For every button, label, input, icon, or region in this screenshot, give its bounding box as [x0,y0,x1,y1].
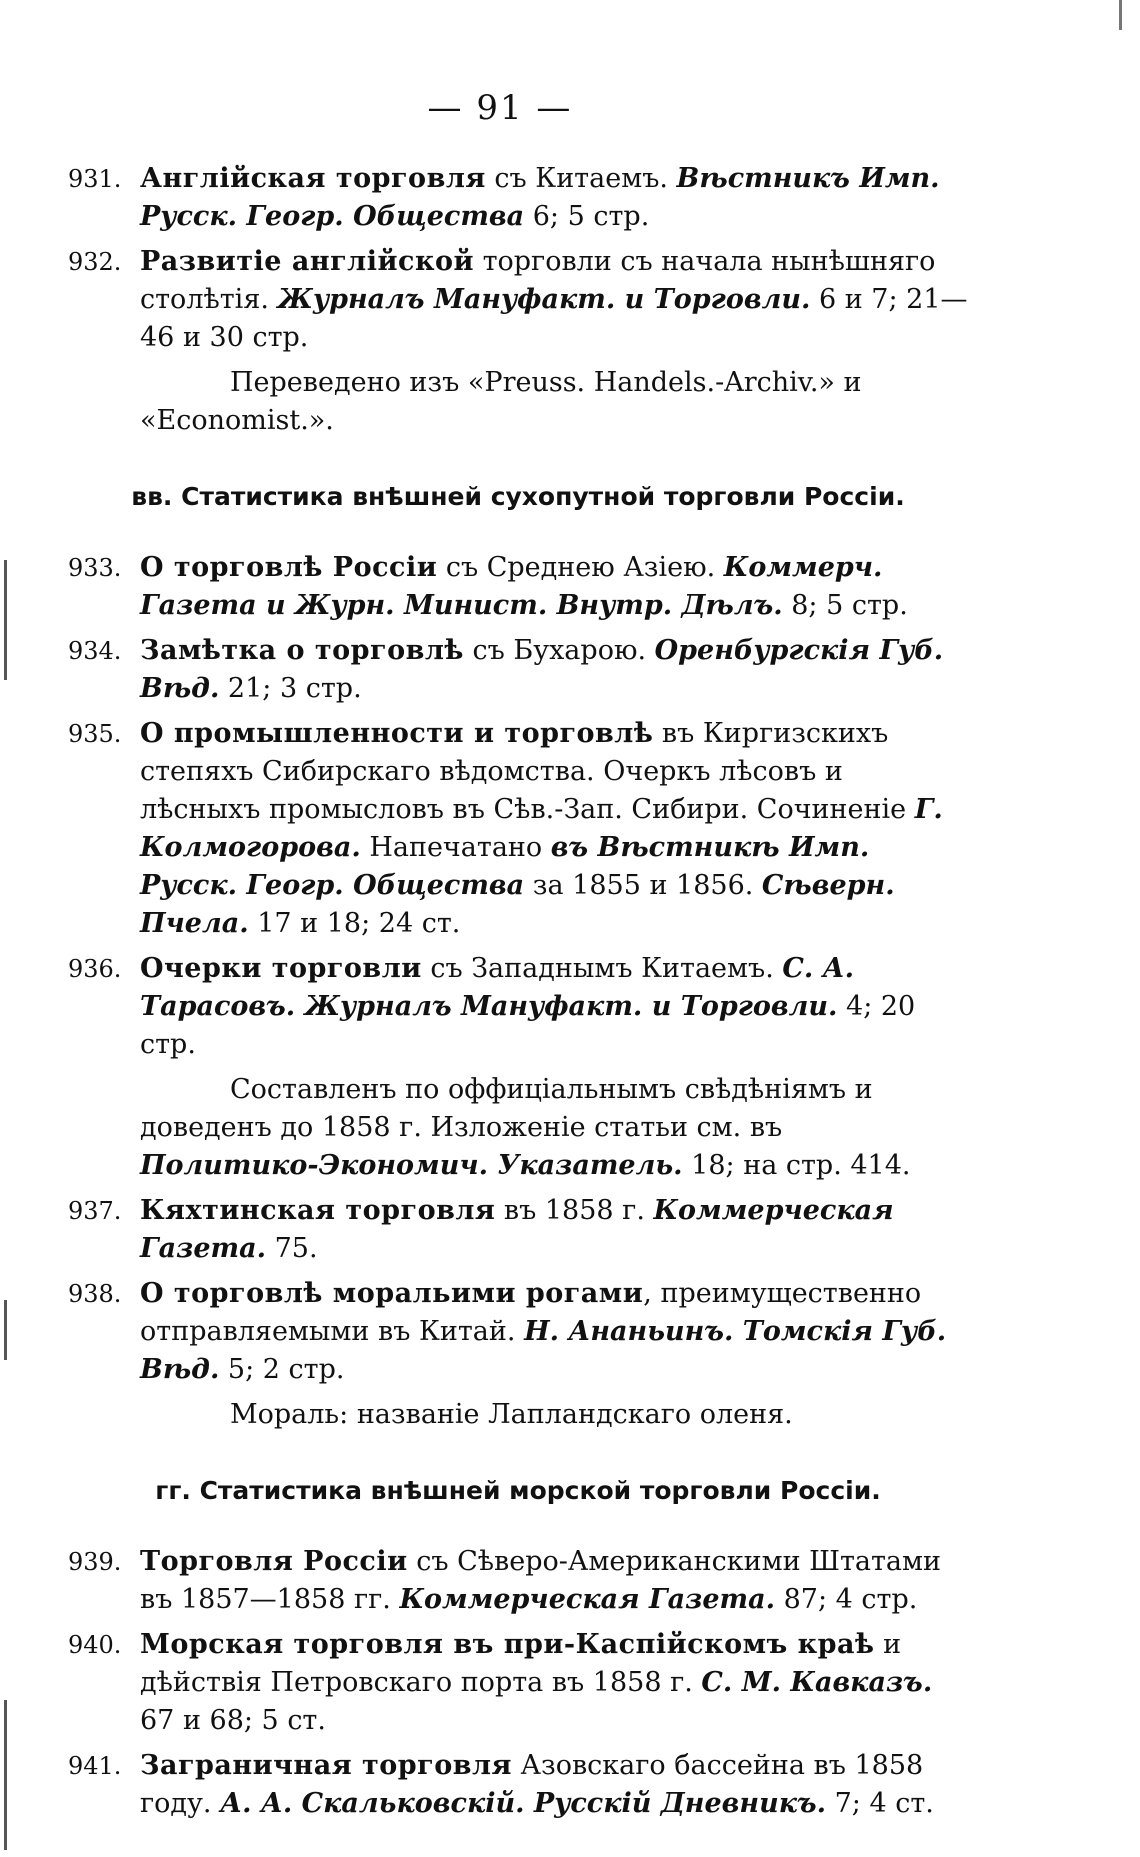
entry-note [68,1071,968,1185]
entry-text: съ Среднею Азіею. [437,552,724,583]
entry-source: Коммерческая Газета. [140,1195,894,1264]
entry-940 [68,1626,968,1740]
section-heading: гг. Статистика внѣшней морской торговли Россіи. [155,1476,881,1505]
entry-number: 934. [68,637,122,665]
entry-932 [68,243,968,357]
page-edge-mark [4,560,7,680]
entry-note: Переведено изъ «Preuss. Handels.-Archiv.» и «Economist.». [140,367,862,436]
section-heading: вв. Статистика внѣшней сухопутной торговли Россіи. [131,482,905,511]
entry-936 [68,950,968,1064]
entry-tail: 17 и 18; 24 ст. [248,908,461,939]
bibliography-content [68,160,968,1830]
entry-text: Азовскаго бассейна въ 1858 году. [140,1750,924,1819]
entry-source: Сѣверн. Пчела. [140,870,895,939]
page-edge-mark [4,1700,7,1850]
entry-source: С. М. Кавказъ. [701,1667,933,1698]
page-number: — 91 — [427,88,573,128]
entry-938 [68,1275,968,1389]
entry-title: Развитіе англійской [140,246,474,277]
entry-941 [68,1747,968,1823]
entry-title: О торговлѣ моральими рогами [140,1278,644,1309]
entry-title: Англійская торговля [140,163,486,194]
entry-931 [68,160,968,236]
entry-tail: 75. [266,1233,318,1264]
entry-tail: 6; 5 стр. [524,201,650,232]
entry-source: Оренбургскія Губ. Вѣд. [140,635,944,704]
entry-text: въ 1858 г. [495,1195,654,1226]
entry-title: Морская торговля въ при-Каспійскомъ краѣ [140,1629,875,1660]
entry-source: Коммерч. Газета и Журн. Минист. Внутр. Дѣлъ. [140,552,883,621]
entry-title: Замѣтка о торговлѣ [140,635,464,666]
entry-tail: 4; 20 стр. [140,991,916,1060]
entry-source: въ Вѣстникѣ Имп. Русск. Геогр. Общества [140,832,870,901]
entry-number: 932. [68,248,122,276]
entry-933 [68,549,968,625]
entry-text: торговли съ начала нынѣшняго столѣтія. [140,246,936,315]
note-text: Составленъ по оффиціальнымъ свѣдѣніямъ и доведенъ до 1858 г. Изложеніе статьи см. въ [140,1074,873,1143]
entry-number: 939. [68,1548,122,1576]
page-edge-mark [4,1300,7,1360]
entry-note: Мораль: названіе Лапландскаго оленя. [230,1399,793,1430]
entry-source: Вѣстникъ Имп. Русск. Геогр. Общества [140,163,940,232]
entry-937 [68,1192,968,1268]
entry-author: Г. Колмогорова. [140,794,943,863]
entry-source: А. А. Скальковскій. Русскій Дневникъ. [220,1788,827,1819]
entry-title: Кяхтинская торговля [140,1195,496,1226]
entry-text: въ Киргизскихъ степяхъ Сибирскаго вѣдомства. Очеркъ лѣсовъ и лѣсныхъ промысловъ въ Сѣв.-Зап. Сибири. Сочиненіе [140,718,915,825]
note-text: 18; на стр. 414. [682,1150,911,1181]
entry-tail: 21; 3 стр. [219,673,362,704]
entry-939 [68,1543,968,1619]
entry-text: Напечатано [360,832,551,863]
entry-tail: 67 и 68; 5 ст. [140,1705,326,1736]
entry-number: 931. [68,165,122,193]
entry-tail: 6 и 7; 21—46 и 30 стр. [140,284,968,353]
note-source: Политико-Экономич. Указатель. [140,1150,683,1181]
entry-text: , преимущественно отправляемыми въ Китай. [140,1278,922,1347]
entry-tail: 5; 2 стр. [219,1354,345,1385]
page-edge-mark [1119,0,1122,30]
entry-number: 935. [68,720,122,748]
entry-tail: 87; 4 стр. [775,1584,918,1615]
entry-number: 938. [68,1280,122,1308]
entry-number: 937. [68,1197,122,1225]
entry-title: Торговля Россіи [140,1546,408,1577]
entry-tail: 7; 4 ст. [826,1788,934,1819]
entry-number: 940. [68,1631,122,1659]
entry-text: и дѣйствія Петровскаго порта въ 1858 г. [140,1629,902,1698]
entry-text: съ Бухарою. [463,635,655,666]
entry-text: за 1855 и 1856. [524,870,762,901]
entry-source: Журналъ Мануфакт. и Торговли. [277,284,811,315]
entry-934 [68,632,968,708]
entry-text: съ Китаемъ. [485,163,677,194]
entry-text: съ Западнымъ Китаемъ. [421,953,783,984]
entry-935 [68,715,968,943]
entry-source: Коммерческая Газета. [399,1584,775,1615]
entry-text: съ Сѣверо-Американскими Штатами въ 1857—1858 гг. [140,1546,942,1615]
entry-title: О торговлѣ Россіи [140,552,438,583]
entry-number: 933. [68,554,122,582]
entry-title: О промышленности и торговлѣ [140,718,654,749]
entry-source: С. А. Тарасовъ. Журналъ Мануфакт. и Торговли. [140,953,855,1022]
entry-title: Заграничная торговля [140,1750,512,1781]
entry-tail: 8; 5 стр. [782,590,908,621]
entry-title: Очерки торговли [140,953,422,984]
entry-source: Н. Ананьинъ. Томскія Губ. Вѣд. [140,1316,947,1385]
entry-number: 936. [68,955,122,983]
entry-number: 941. [68,1752,122,1780]
